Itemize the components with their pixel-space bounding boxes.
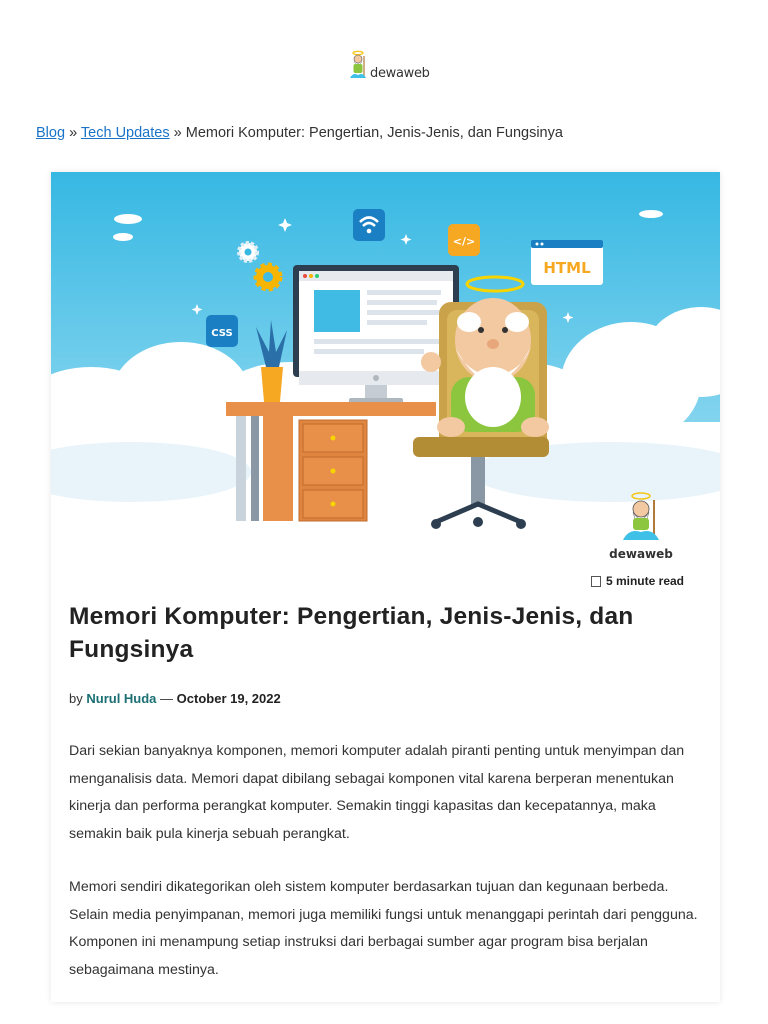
html-window-icon bbox=[531, 240, 603, 285]
article-paragraph: Dari sekian banyaknya komponen, memori komputer adalah piranti penting untuk menyimpan dan menganalisis data. Memori dapat dibilang sebagai komponen vital karena berperan menentukan kinerja dan performa perangkat komputer. Semakin tinggi kapasitas dan kecepatannya, maka semakin baik pula kinerja sebuah perangkat. bbox=[69, 743, 685, 842]
article-title: Memori Komputer: Pengertian, Jenis-Jenis, dan Fungsinya bbox=[69, 603, 634, 663]
small-cloud bbox=[113, 233, 133, 241]
css-badge-icon bbox=[206, 315, 238, 347]
logo-wordmark: dewaweb bbox=[370, 66, 430, 81]
date-separator: — bbox=[160, 691, 174, 706]
hero-illustration bbox=[51, 172, 720, 572]
article-byline bbox=[69, 691, 281, 706]
author-link[interactable]: Nurul Huda bbox=[86, 691, 157, 706]
article-paragraph: Memori sendiri dikategorikan oleh sistem komputer berdasarkan tujuan dan kegunaan berbeda. Selain media penyimpanan, memori juga memiliki fungsi untuk menanggapi perintah dari pengguna. Komponen ini menampung setiap instruksi dari berbagai sumber agar program bisa berjalan sebagaimana mestinya. bbox=[69, 879, 698, 978]
small-cloud bbox=[114, 214, 142, 224]
svg-text:HTML: HTML bbox=[543, 259, 591, 277]
breadcrumb-separator: » bbox=[69, 125, 78, 141]
breadcrumb-blog-link[interactable]: Blog bbox=[36, 125, 66, 141]
wifi-icon bbox=[353, 209, 385, 241]
article-card bbox=[51, 172, 720, 1002]
by-label: by bbox=[69, 691, 83, 706]
clock-icon bbox=[591, 576, 601, 587]
code-badge-icon bbox=[448, 224, 480, 256]
publish-date: October 19, 2022 bbox=[176, 691, 281, 706]
svg-text:dewaweb: dewaweb bbox=[609, 547, 673, 561]
read-time bbox=[591, 574, 684, 588]
svg-text:</>: </> bbox=[452, 235, 476, 248]
breadcrumb-current-page: Memori Komputer: Pengertian, Jenis-Jenis, dan Fungsinya bbox=[185, 125, 563, 141]
site-logo[interactable] bbox=[349, 50, 430, 82]
svg-text:CSS: CSS bbox=[211, 328, 233, 339]
small-cloud bbox=[639, 210, 663, 218]
breadcrumb bbox=[36, 125, 563, 141]
dewaweb-mascot-icon bbox=[349, 50, 367, 82]
breadcrumb-tech-updates-link[interactable]: Tech Updates bbox=[80, 125, 170, 141]
monitor-illustration bbox=[293, 265, 459, 403]
read-time-label: 5 minute read bbox=[605, 574, 684, 588]
breadcrumb-separator: » bbox=[173, 125, 182, 141]
